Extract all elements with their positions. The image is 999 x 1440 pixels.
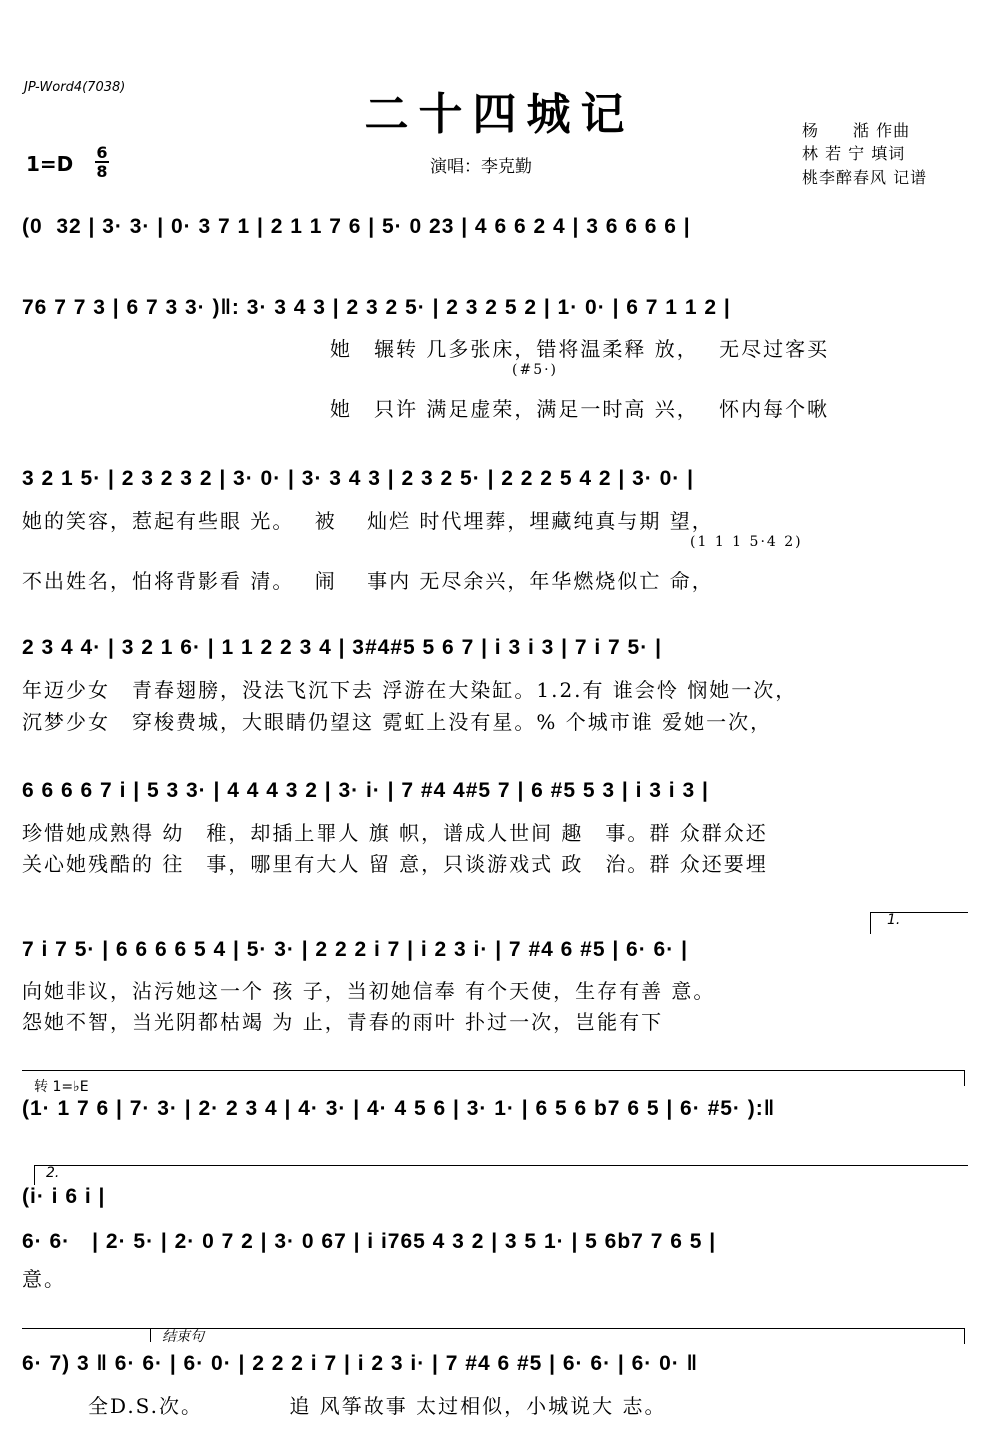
lyrics-row-9: 全D.S.次。 追 风筝故事 太过相似，小城说大 志。	[22, 1394, 667, 1418]
bracket-line-row-7	[22, 1070, 964, 1071]
bracket-hook-row-7	[964, 1070, 965, 1086]
bracket-hook-row-9	[964, 1328, 965, 1344]
volta-1-hook	[870, 912, 871, 934]
time-signature	[95, 144, 109, 180]
lyrics-row-2-verse-2: 她 只许 满足虚荣，满足一时高 兴， 怀内每个啾	[22, 397, 830, 421]
lyrics-row-5-verse-1: 珍惜她成熟得 幼 稚，却插上罪人 旗 帜，谱成人世间 趣 事。群 众群众还	[22, 821, 768, 845]
notation-row-8: 6· 6· | 2· 5· | 2· 0 7 2 | 3· 0 67 | i i765 4 3 2 | 3 5 1· | 5 6b7 7 6 5 |	[22, 1230, 717, 1253]
notation-row-8-prefix: (i· i 6 i |	[22, 1185, 106, 1208]
page-title: 二十四城记	[364, 89, 635, 140]
lyrics-row-5-verse-2: 关心她残酷的 往 事，哪里有大人 留 意，只谈游戏式 政 治。群 众还要埋	[22, 852, 768, 876]
source-label: JP-Word4(7038)	[24, 80, 126, 95]
transcriber-credit: 桃李醉春风 记谱	[802, 168, 928, 187]
notation-row-6: 7 i 7 5· | 6 6 6 6 5 4 | 5· 3· | 2 2 2 i 7 | i 2 3 i· | 7 #4 6 #5 | 6· 6· |	[22, 938, 688, 961]
notation-row-3: 3 2 1 5· | 2 3 2 3 2 | 3· 0· | 3· 3 4 3 | 2 3 2 5· | 2 2 2 5 4 2 | 3· 0· |	[22, 467, 694, 490]
lyrics-row-2-verse-1: 她 辗转 几多张床，错将温柔释 放， 无尽过客买	[22, 337, 830, 361]
lyrics-row-6-verse-2: 怨她不智，当光阴都枯竭 为 止，青春的雨叶 扑过一次，岂能有下	[22, 1010, 664, 1034]
lyrics-row-4-verse-2: 沉梦少女 穿梭费城，大眼睛仍望这 霓虹上没有星。% 个城市谁 爱她一次，	[22, 710, 773, 734]
meter-bottom: 8	[96, 162, 108, 181]
meter-top: 6	[96, 143, 108, 162]
ending-label: 结束句	[162, 1329, 204, 1345]
volta-2-hook	[34, 1165, 35, 1185]
volta-2-label: 2.	[46, 1165, 60, 1181]
notation-row-4: 2 3 4 4· | 3 2 1 6· | 1 1 2 2 3 4 | 3#4#5 5 6 7 | i 3 i 3 | 7 i 7 5· |	[22, 636, 662, 659]
notation-row-1: (0 32 | 3· 3· | 0· 3 7 1 | 2 1 1 7 6 | 5· 0 23 | 4 6 6 2 4 | 3 6 6 6 6 |	[22, 215, 691, 238]
modulation-label: 转 1=♭E	[34, 1079, 89, 1095]
key-signature: 1=D	[26, 152, 74, 176]
notation-row-7: (1· 1 7 6 | 7· 3· | 2· 2 3 4 | 4· 3· | 4· 4 5 6 | 3· 1· | 6 5 6 b7 6 5 | 6· #5· ):‖	[22, 1097, 776, 1120]
lyrics-row-3-verse-1: 她的笑容，惹起有些眼 光。 被 灿烂 时代埋葬，埋藏纯真与期 望，	[22, 509, 714, 533]
volta-1-label: 1.	[887, 912, 901, 928]
composer-credit: 杨 湉 作曲	[802, 121, 911, 140]
lyrics-row-3-verse-2: 不出姓名，怕将背影看 清。 闹 事内 无尽余兴，年华燃烧似亡 命，	[22, 569, 714, 593]
ending-bracket-hook	[150, 1328, 151, 1342]
notation-row-5: 6 6 6 6 7 i | 5 3 3· | 4 4 4 3 2 | 3· i· | 7 #4 4#5 7 | 6 #5 5 3 | i 3 i 3 |	[22, 779, 709, 802]
lyrics-row-8: 意。	[22, 1267, 66, 1291]
notation-row-9: 6· 7) 3 ‖ 6· 6· | 6· 0· | 2 2 2 i 7 | i 2 3 i· | 7 #4 6 #5 | 6· 6· | 6· 0· ‖	[22, 1352, 699, 1375]
volta-2-line	[34, 1165, 968, 1166]
alt-note-row-2: (#5·)	[512, 362, 559, 378]
lyricist-credit: 林 若 宁 填词	[802, 144, 906, 163]
lyrics-row-4-verse-1: 年迈少女 青春翅膀，没法飞沉下去 浮游在大染缸。1.2.有 谁会怜 悯她一次，	[22, 678, 798, 702]
notation-row-2: 76 7 7 3 | 6 7 3 3· )‖: 3· 3 4 3 | 2 3 2 5· | 2 3 2 5 2 | 1· 0· | 6 7 1 1 2 |	[22, 296, 731, 319]
alt-note-row-3: (1 1 1 5·4 2)	[690, 534, 803, 550]
lyrics-row-6-verse-1: 向她非议，沾污她这一个 孩 子，当初她信奉 有个天使，生存有善 意。	[22, 979, 716, 1003]
singer-credit: 演唱：李克勤	[430, 157, 532, 177]
volta-1-line	[870, 912, 968, 913]
